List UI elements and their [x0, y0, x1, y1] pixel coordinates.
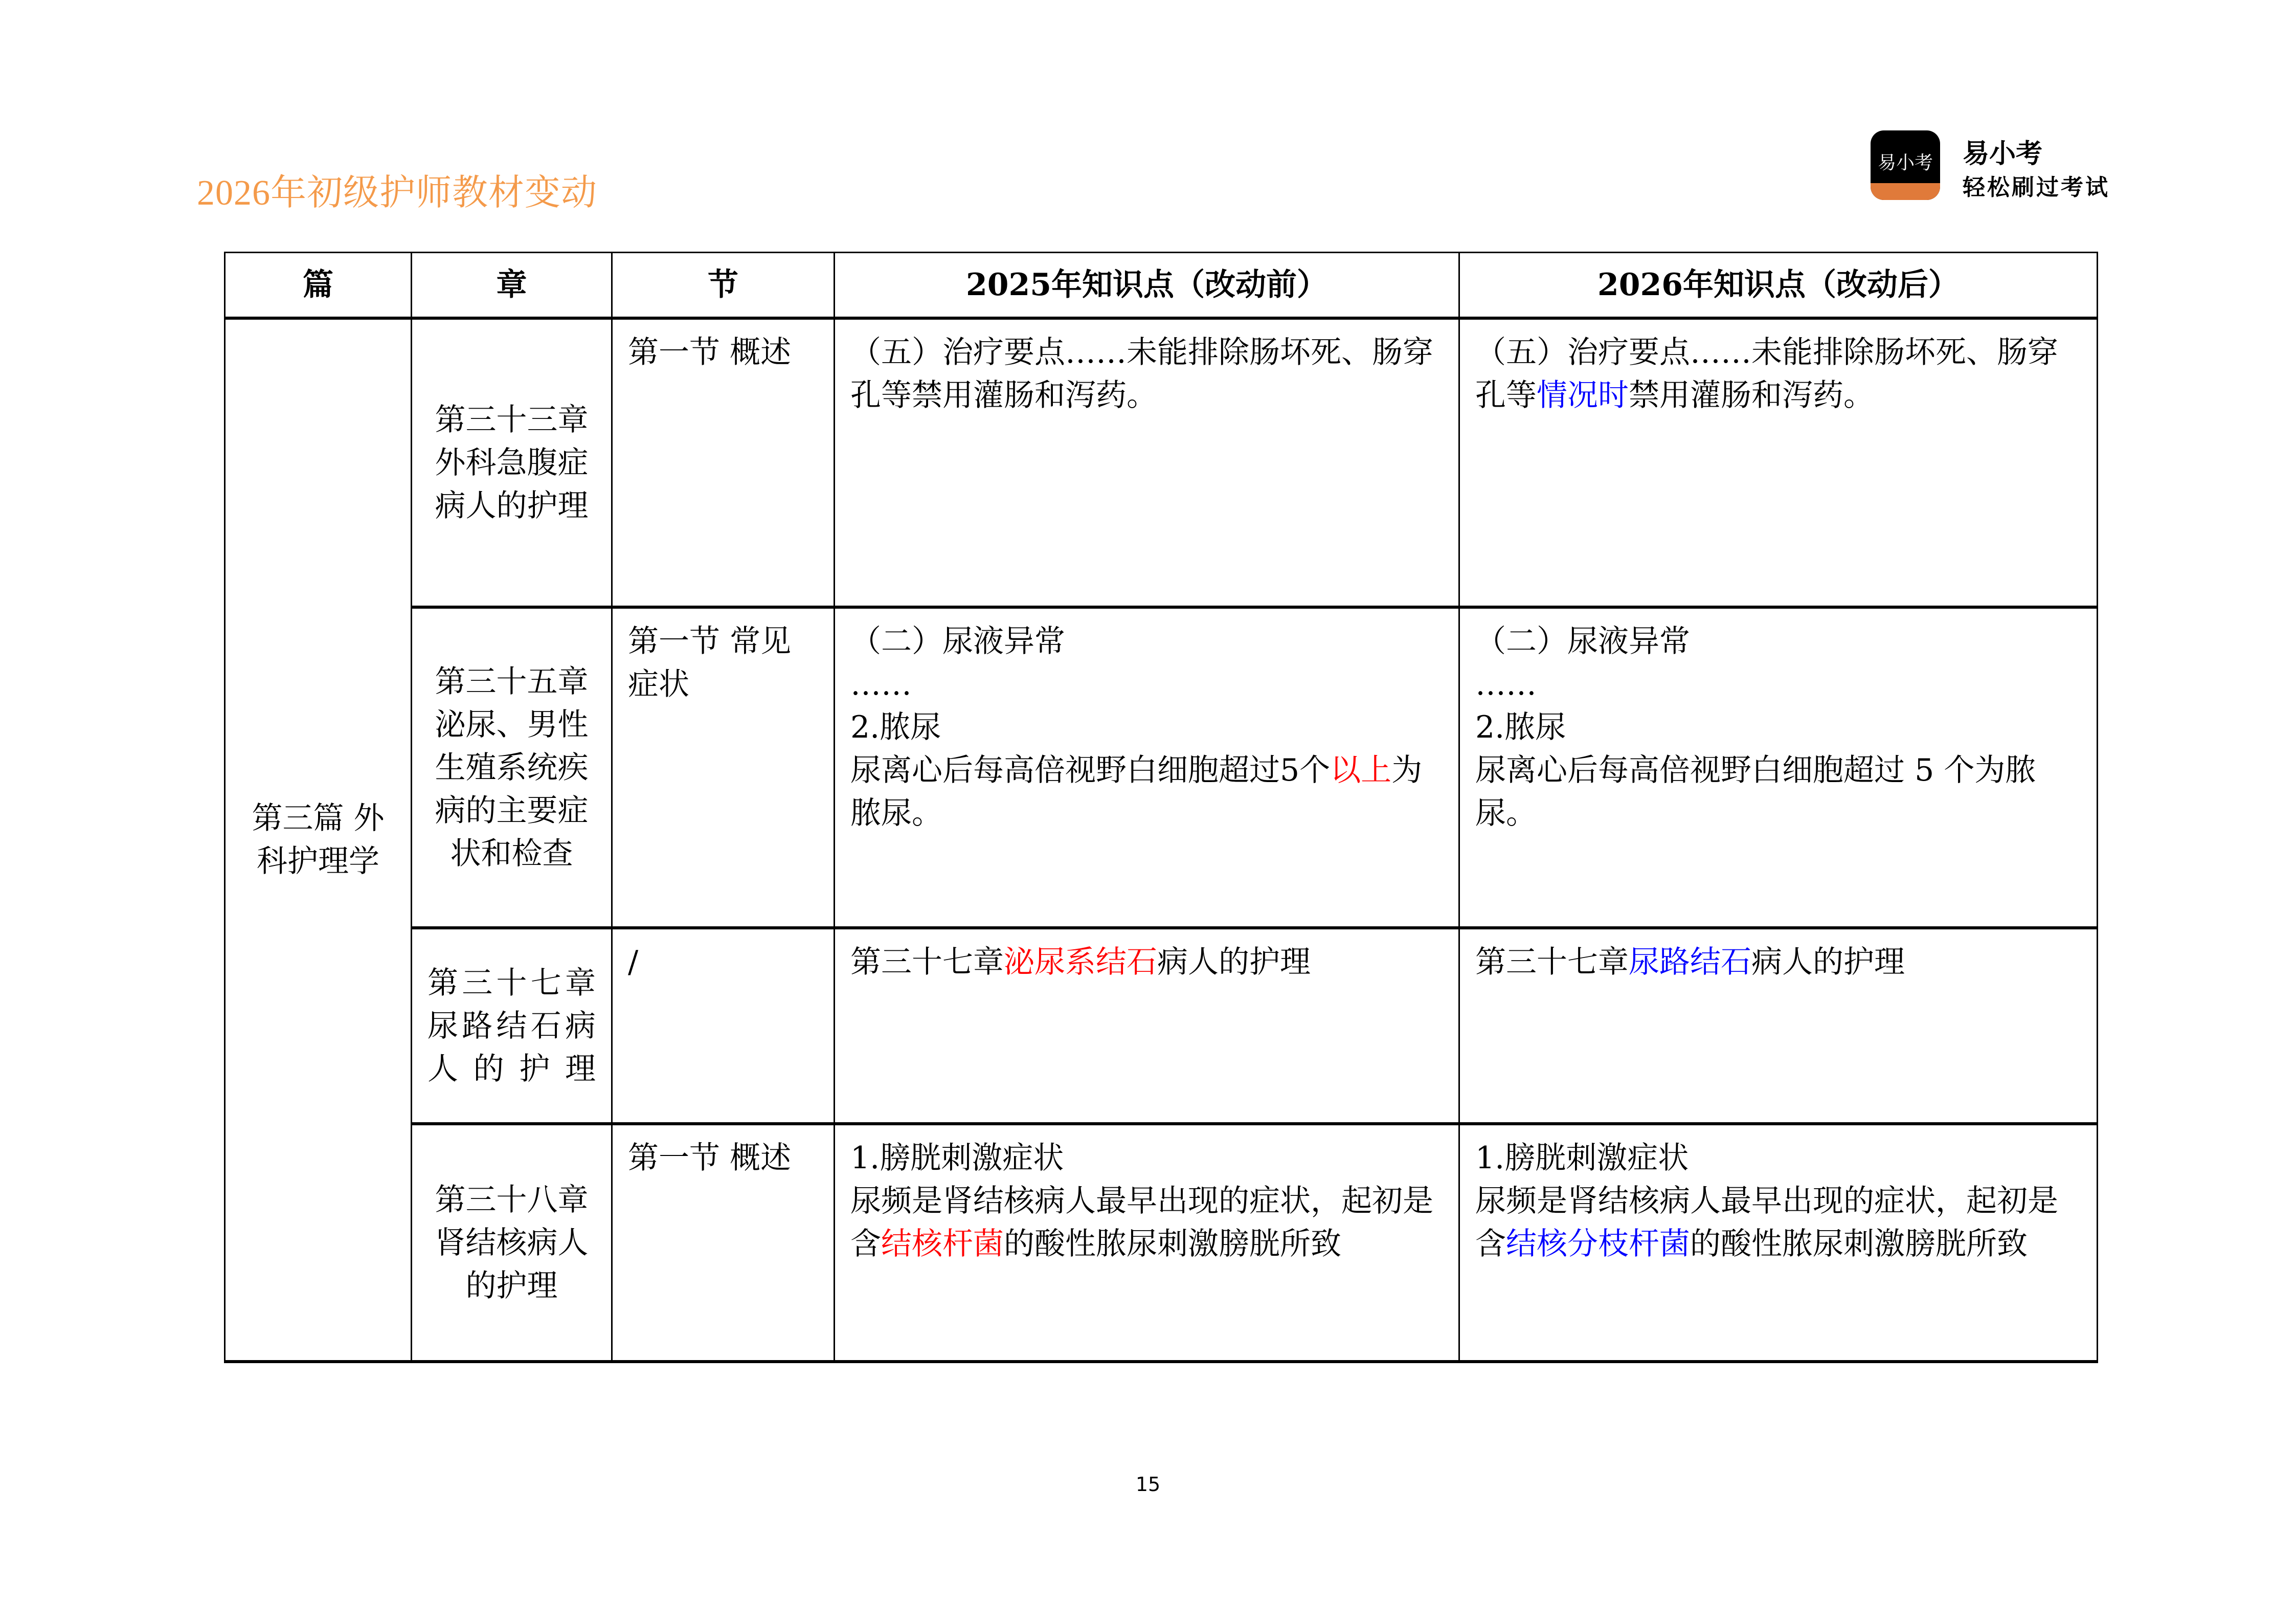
after-line: ……	[1475, 666, 1537, 702]
table-row	[225, 1124, 2098, 1362]
removed-highlight: 以上	[1330, 752, 1392, 788]
before-line: ……	[850, 666, 912, 702]
after-text: 禁用灌肠和泻药。	[1629, 377, 1874, 413]
before-line: 1.膀胱刺激症状	[850, 1140, 1064, 1176]
table-header-row	[225, 253, 2098, 319]
chapter-cell: 第三十八章 肾结核病人的护理	[412, 1124, 612, 1362]
document-title: 2026年初级护师教材变动	[197, 173, 597, 213]
changes-table	[224, 252, 2098, 1363]
before-text: （五）治疗要点……未能排除肠坏死、肠穿孔等禁用灌肠和泻药。	[850, 335, 1433, 413]
before-text: 病人的护理	[1157, 944, 1311, 980]
after-cell	[1459, 607, 2098, 928]
removed-highlight: 泌尿系结石	[1004, 944, 1157, 980]
logo-band	[1871, 183, 1940, 200]
added-highlight: 情况时	[1537, 377, 1629, 413]
after-cell	[1459, 928, 2098, 1124]
chapter-cell: 第三十七章 尿路结石病人的护理	[412, 928, 612, 1124]
before-cell	[835, 318, 1459, 607]
part-cell: 第三篇 外科护理学	[225, 318, 412, 1362]
header-part: 篇	[225, 253, 412, 319]
added-highlight: 尿路结石	[1629, 944, 1751, 980]
chapter-cell: 第三十三章 外科急腹症病人的护理	[412, 318, 612, 607]
header-section: 节	[612, 253, 835, 319]
before-text: 为脓尿。	[850, 752, 1423, 831]
before-text: 尿频是肾结核病人最早出现的症状，起初是含	[850, 1183, 1433, 1262]
header-before: 2025年知识点（改动前）	[835, 253, 1459, 319]
added-highlight: 结核分枝杆菌	[1506, 1226, 1690, 1262]
after-line	[1475, 1180, 2081, 1265]
before-cell	[835, 928, 1459, 1124]
table-row	[225, 928, 2098, 1124]
after-text: 第三十七章	[1475, 944, 1629, 980]
before-text: 尿离心后每高倍视野白细胞超过5个	[850, 752, 1331, 788]
after-line: 尿离心后每高倍视野白细胞超过 5 个为脓尿。	[1475, 752, 2036, 831]
removed-highlight: 结核杆菌	[881, 1226, 1004, 1262]
section-cell: 第一节 常见症状	[612, 607, 835, 928]
table-row	[225, 318, 2098, 607]
table-row	[225, 607, 2098, 928]
after-cell	[1459, 318, 2098, 607]
logo-icon-text: 易小考	[1877, 152, 1933, 173]
after-line: 1.膀胱刺激症状	[1475, 1140, 1689, 1176]
before-text: 第三十七章	[850, 944, 1004, 980]
before-line	[850, 1180, 1443, 1265]
after-text: 尿频是肾结核病人最早出现的症状，起初是含	[1475, 1183, 2058, 1262]
chapter-cell: 第三十五章 泌尿、男性生殖系统疾病的主要症状和检查	[412, 607, 612, 928]
section-cell: /	[612, 928, 835, 1124]
header-chapter: 章	[412, 253, 612, 319]
before-line	[850, 749, 1443, 835]
after-text: 的酸性脓尿刺激膀胱所致	[1690, 1226, 2028, 1262]
brand-name: 易小考	[1963, 139, 2043, 169]
after-text: （五）治疗要点……未能排除肠坏死、肠穿孔等	[1475, 335, 2058, 413]
after-text: 病人的护理	[1751, 944, 1905, 980]
section-cell: 第一节 概述	[612, 1124, 835, 1362]
after-line: 2.脓尿	[1475, 709, 1566, 745]
before-line: 2.脓尿	[850, 709, 941, 745]
before-text: 的酸性脓尿刺激膀胱所致	[1004, 1226, 1341, 1262]
brand-slogan: 轻松刷过考试	[1963, 174, 2110, 201]
after-line: （二）尿液异常	[1475, 624, 1690, 659]
before-cell	[835, 1124, 1459, 1362]
header-after: 2026年知识点（改动后）	[1459, 253, 2098, 319]
section-cell: 第一节 概述	[612, 318, 835, 607]
app-logo-icon	[1871, 130, 1940, 200]
before-cell	[835, 607, 1459, 928]
page-number: 15	[1135, 1473, 1161, 1496]
after-cell	[1459, 1124, 2098, 1362]
before-line: （二）尿液异常	[850, 624, 1065, 659]
